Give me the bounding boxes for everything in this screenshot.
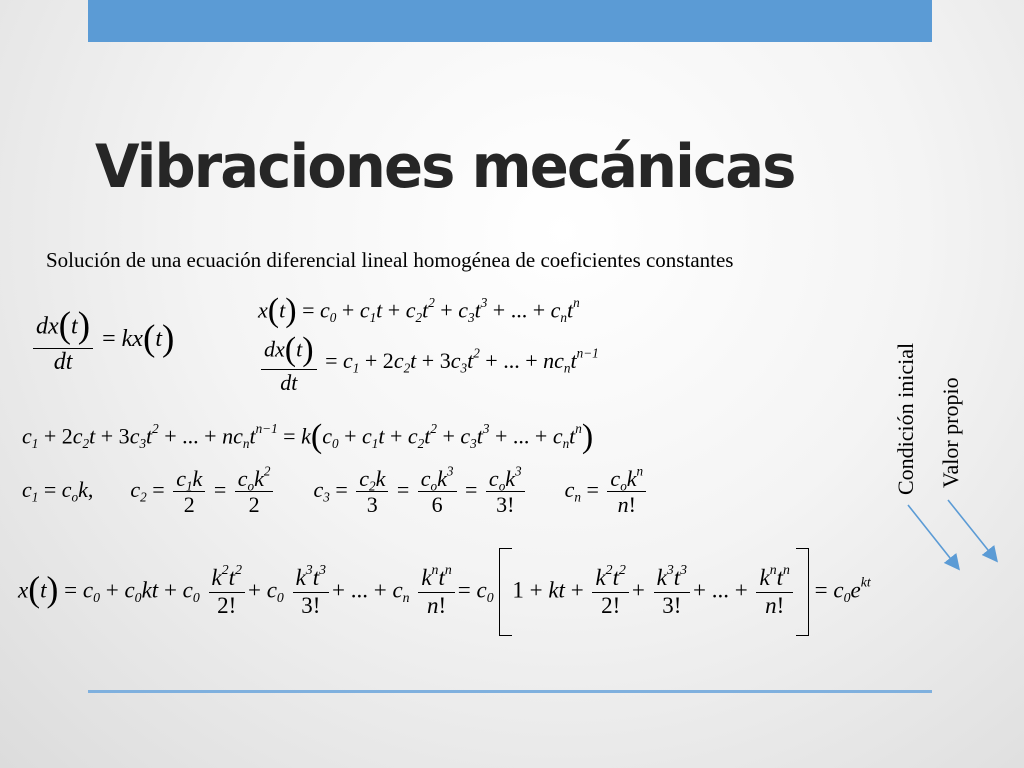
series-derivative-equation: $\frac{dx(t)}{dt}$ = $c_1 + 2c_2t + 3c_3t^2$ + ... + $nc_nt^{n-1}$ xyxy=(258,330,599,396)
initial-condition-label: Condición inicial xyxy=(893,342,918,495)
ode-equation: $\frac{dx(t)}{dt}$ = kx(t) xyxy=(30,305,174,376)
solution-equation: $x(t) = c_0 + c_0kt + c_0$ $\frac{k^2t^2}{2!}$ + $c_0$ $\frac{k^3t^3}{3!}$ + ... + $c_n$ $\frac{k^nt^n}{n!}$ = $c_0$ 1 + kt + $\frac{k^2t^2}{2!}$ + $\frac{k^3t^3}{3!}$ + ... + $\frac{k^nt^n}{n!}$ = $c_0e^{kt}$ xyxy=(18,548,871,636)
coefficient-matching-equation: $c_1 + 2c_2t + 3c_3t^2$ + ... + $nc_nt^{n-1} = k(c_0 + c_1t + c_2t^2 + c_3t^3$ + ... + $c_nt^n$) xyxy=(22,418,594,455)
coefficients-row: $c_1 = c_ok$, $c_2$ = $\frac{c_1k}{2}$ = $\frac{c_ok^2}{2}$ $c_3$ = $\frac{c_2k}{3}$ = $\frac{c_ok^3}{6}$ = $\frac{c_ok^3}{3!}$ $c_n$ = $\frac{c_ok^n}{n!}$ xyxy=(22,466,649,518)
initial-condition-arrow xyxy=(908,505,958,568)
slide-subtitle: Solución de una ecuación diferencial lineal homogénea de coeficientes constantes xyxy=(46,248,734,272)
power-series-equation: $x(t) = c_0 + c_1t + c_2t^2 + c_3t^3$ + ... + $c_nt^n$ xyxy=(258,292,580,329)
slide-title: Vibraciones mecánicas xyxy=(95,132,795,202)
eigenvalue-arrow xyxy=(948,500,996,560)
eigenvalue-label: Valor propio xyxy=(938,377,963,488)
bottom-accent-line xyxy=(88,690,932,693)
